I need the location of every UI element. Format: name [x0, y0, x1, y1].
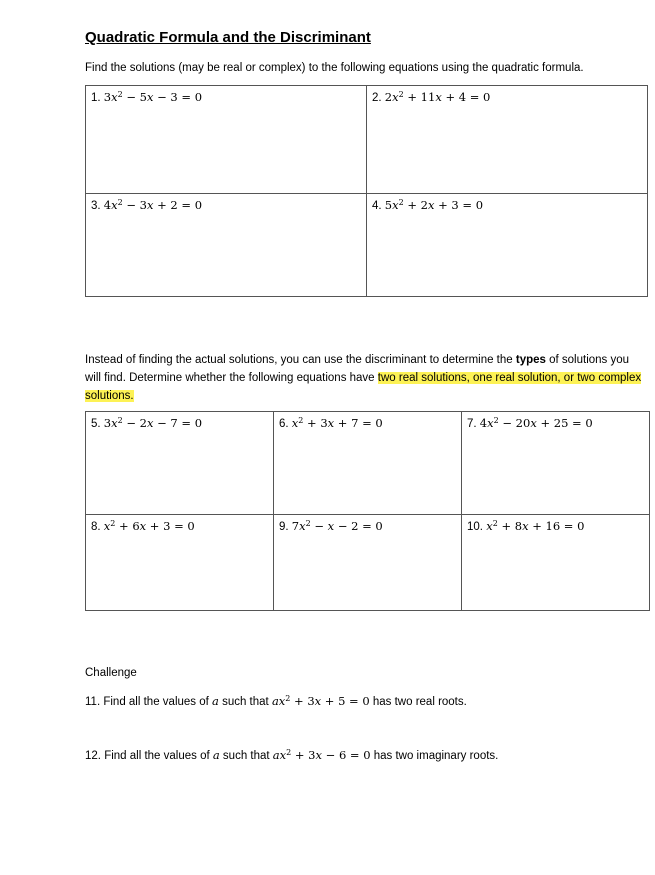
answer-box-6[interactable]	[274, 412, 462, 515]
problem-number: 4.	[372, 200, 382, 212]
equation: $x^2 + 6x + 3 = 0$	[103, 519, 195, 533]
equation: $ax^2 + 3x - 6 = 0$	[272, 748, 371, 762]
answer-box-4[interactable]	[367, 194, 648, 297]
equation: $x^2 + 8x + 16 = 0$	[486, 519, 585, 533]
page-title: Quadratic Formula and the Discriminant	[85, 29, 371, 46]
equation: $x^2 + 3x + 7 = 0$	[291, 416, 383, 430]
challenge-problem-11	[85, 694, 467, 708]
equation: $2x^2 + 11x + 4 = 0$	[384, 90, 491, 104]
discriminant-instructions	[85, 351, 647, 405]
problem-number: 3.	[91, 200, 101, 212]
equation: $5x^2 + 2x + 3 = 0$	[384, 198, 484, 212]
equation: $4x^2 - 3x + 2 = 0$	[103, 198, 203, 212]
answer-box-2[interactable]	[367, 86, 648, 194]
challenge-text: Find all the values of	[104, 750, 213, 762]
problem-number: 1.	[91, 92, 101, 104]
problem-label	[91, 416, 273, 430]
challenge-heading: Challenge	[85, 667, 137, 679]
problem-number: 11.	[85, 696, 101, 708]
problem-label	[372, 90, 647, 104]
problem-number: 8.	[91, 521, 101, 533]
problem-number: 12.	[85, 750, 101, 762]
challenge-text: has two real roots.	[369, 696, 467, 708]
problem-number: 2.	[372, 92, 382, 104]
problem-label	[91, 519, 273, 533]
highlighted-text: two real solutions, one real solution, or two complex solutions.	[85, 372, 642, 402]
intro-bold-word: types	[515, 354, 546, 366]
equation: $7x^2 - x - 2 = 0$	[291, 519, 383, 533]
problem-number: 10.	[467, 521, 483, 533]
challenge-text: has two imaginary roots.	[370, 750, 499, 762]
problem-number: 9.	[279, 521, 289, 533]
problem-number: 7.	[467, 418, 477, 430]
answer-box-7[interactable]	[462, 412, 650, 515]
answer-box-9[interactable]	[274, 515, 462, 611]
equation: $4x^2 - 20x + 25 = 0$	[479, 416, 593, 430]
problem-grid-discriminant	[85, 411, 650, 611]
problem-number: 5.	[91, 418, 101, 430]
problem-label	[467, 416, 649, 430]
problem-number: 6.	[279, 418, 289, 430]
problem-label	[372, 198, 647, 212]
equation: $3x^2 - 2x - 7 = 0$	[103, 416, 203, 430]
challenge-problem-12	[85, 748, 498, 762]
variable: a	[212, 694, 219, 708]
problem-label	[279, 519, 461, 533]
intro-text: Instead of finding the actual solutions, you can use the discriminant to determine the	[85, 354, 516, 366]
answer-box-1[interactable]	[86, 86, 367, 194]
answer-box-5[interactable]	[86, 412, 274, 515]
answer-box-10[interactable]	[462, 515, 650, 611]
problem-label	[279, 416, 461, 430]
variable: a	[212, 748, 220, 762]
answer-box-3[interactable]	[86, 194, 367, 297]
instructions: Find the solutions (may be real or complex) to the following equations using the quadratic formula.	[85, 62, 584, 74]
intro-text-cont: of solutions you will find. Determine whether the following equations have	[85, 354, 630, 384]
problem-grid-quadratic-formula	[85, 85, 648, 297]
equation: $3x^2 - 5x - 3 = 0$	[103, 90, 203, 104]
problem-label	[91, 90, 366, 104]
equation: $ax^2 + 3x + 5 = 0$	[271, 694, 370, 708]
problem-label	[467, 519, 649, 533]
challenge-text: Find all the values of	[103, 696, 213, 708]
answer-box-8[interactable]	[86, 515, 274, 611]
problem-label	[91, 198, 366, 212]
challenge-text: such that	[218, 696, 272, 708]
challenge-text: such that	[219, 750, 273, 762]
